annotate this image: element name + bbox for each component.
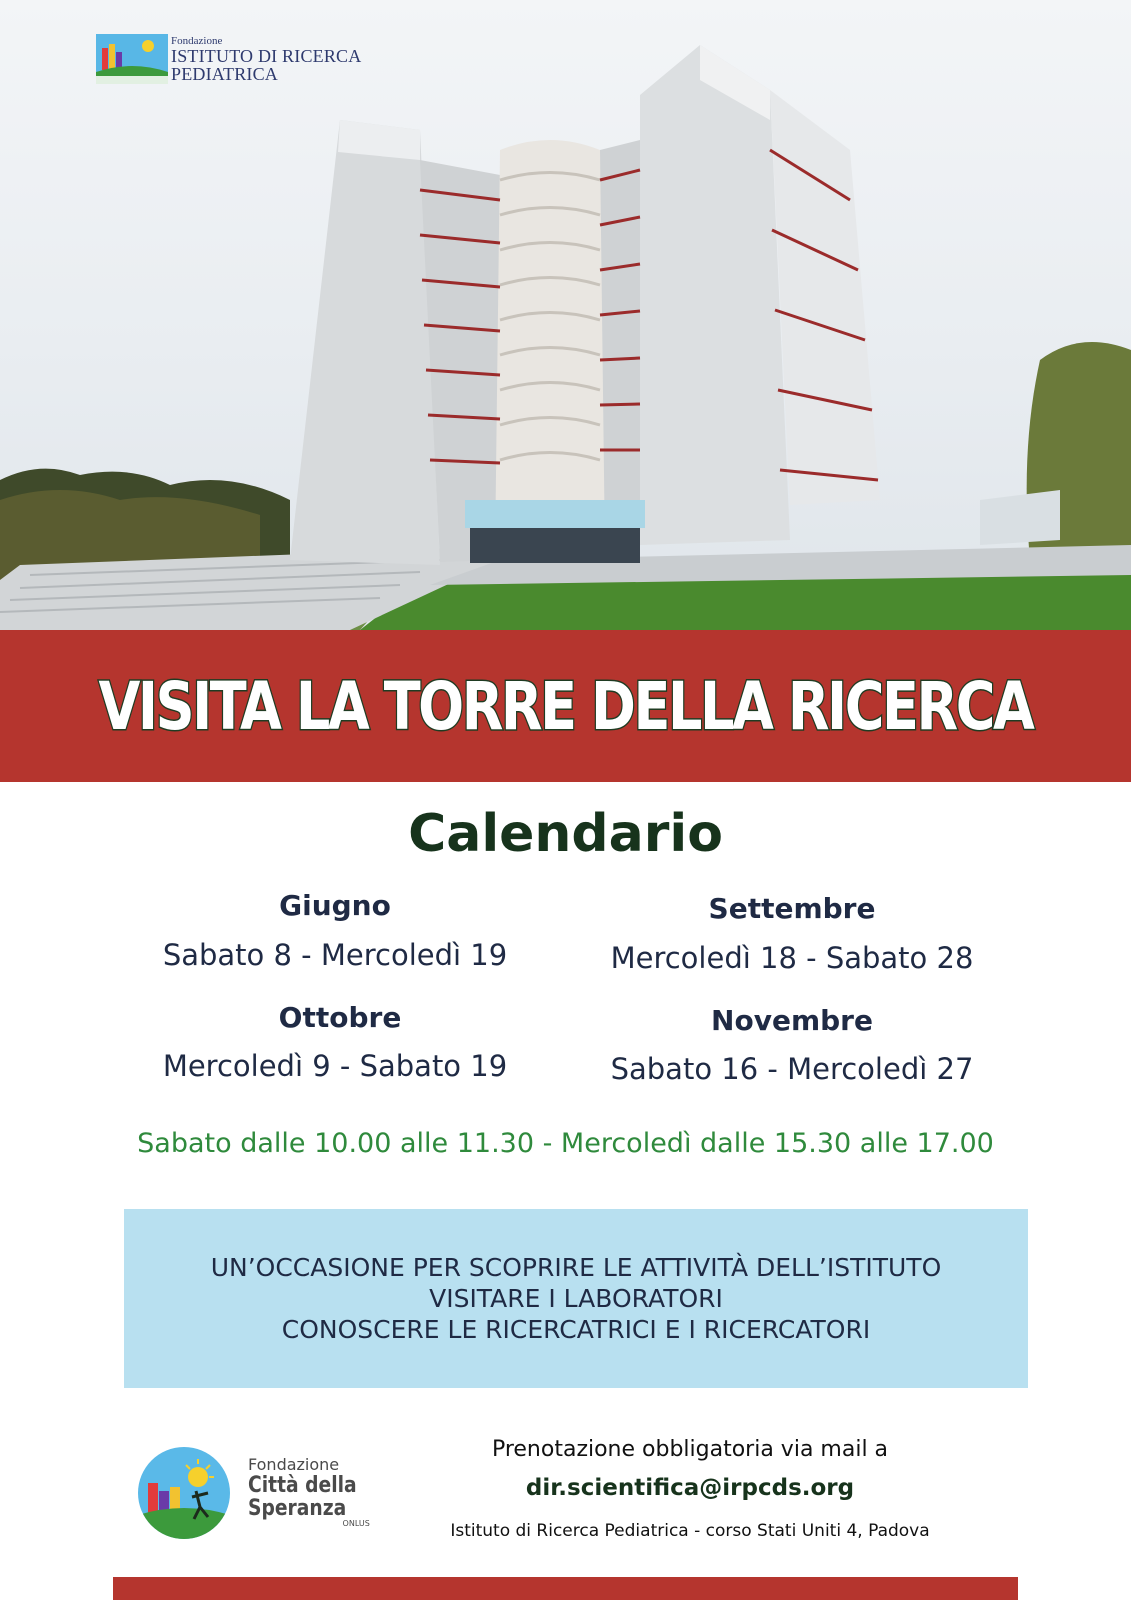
info-box [124,1209,1028,1388]
institute-logo-small: Fondazione [171,34,223,47]
booking-email-link[interactable]: dir.scientifica@irpcds.org [525,1475,855,1501]
dates-novembre: Sabato 16 - Mercoledì 27 [610,1052,974,1086]
sun-child-logo-icon [138,1447,230,1539]
footer-logo-line1: Città della [248,1473,357,1499]
dates-settembre: Mercoledì 18 - Sabato 28 [610,941,974,975]
tower-building-illustration [0,0,1131,630]
title-banner [0,630,1131,782]
institute-logo [96,34,361,84]
visiting-hours: Sabato dalle 10.00 alle 11.30 - Mercoledì dalle 15.30 alle 17.00 [137,1128,994,1159]
bottom-bar [113,1577,1018,1600]
institute-logo-line2: PEDIATRICA [171,63,279,84]
address: Istituto di Ricerca Pediatrica - corso Stati Uniti 4, Padova [450,1521,930,1541]
info-line-3: CONOSCERE LE RICERCATRICI E I RICERCATORI [281,1315,871,1344]
info-line-1: UN’OCCASIONE PER SCOPRIRE LE ATTIVITÀ DELL’ISTITUTO [210,1253,942,1282]
institute-logo-line1: ISTITUTO DI RICERCA [171,45,362,66]
institute-logo-mark-icon [96,34,168,84]
dates-ottobre: Mercoledì 9 - Sabato 19 [162,1049,508,1083]
dates-giugno: Sabato 8 - Mercoledì 19 [162,938,508,972]
footer-logo-onlus: ONLUS [342,1519,370,1529]
month-settembre: Settembre [708,892,876,925]
month-ottobre: Ottobre [278,1001,402,1034]
citta-speranza-logo [138,1447,376,1539]
month-giugno: Giugno [279,889,391,922]
page-title: VISITA LA TORRE DELLA RICERCA [98,667,1033,745]
hero-photo [0,0,1131,630]
footer-logo-line2: Speranza [248,1496,347,1522]
info-line-2: VISITARE I LABORATORI [429,1284,723,1313]
booking-note: Prenotazione obbligatoria via mail a [491,1437,889,1462]
footer-logo-fondazione: Fondazione [248,1455,340,1475]
month-novembre: Novembre [711,1004,873,1037]
calendar-title: Calendario [408,804,723,864]
